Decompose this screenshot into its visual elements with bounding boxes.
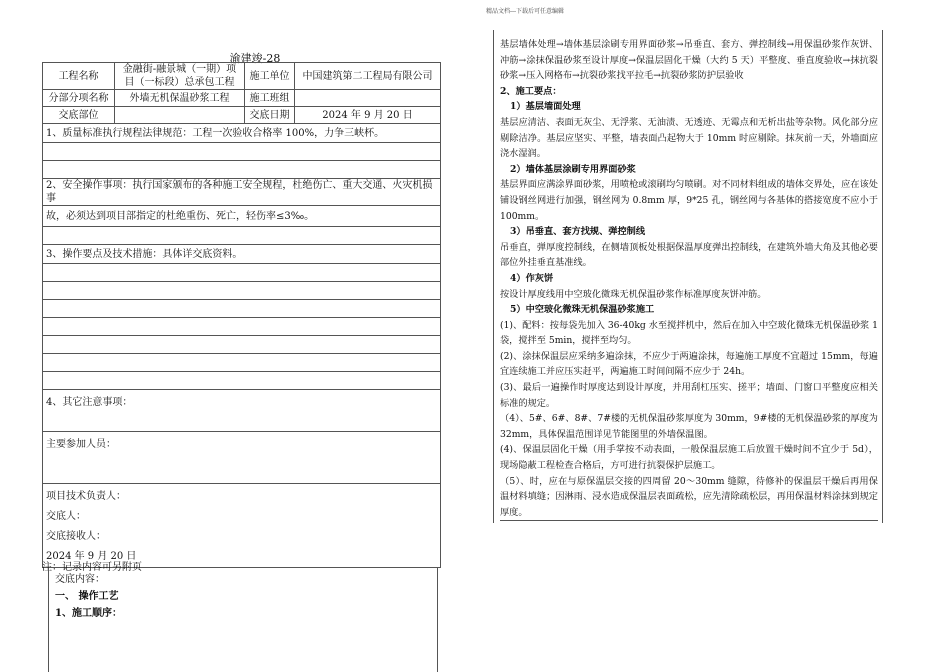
construction-sequence-heading: 1、施工顺序： bbox=[55, 608, 122, 619]
watermark-text: 精品文档---下载后可任意编辑 bbox=[485, 8, 565, 15]
sub-project-label: 分部分项名称 bbox=[43, 90, 115, 107]
operation-process-heading: 一、 操作工艺 bbox=[55, 591, 119, 602]
blank-row bbox=[43, 161, 441, 179]
sub-project-value: 外墙无机保温砂浆工程 bbox=[115, 90, 245, 107]
right-frame-top bbox=[493, 30, 883, 37]
handover-dept-label: 交底部位 bbox=[43, 107, 115, 124]
project-name-value: 金融街-融景城（一期）项目（一标段）总承包工程 bbox=[115, 63, 245, 90]
blank-row bbox=[43, 264, 441, 282]
construction-sequence-text: 基层墙体处理→墙体基层涂刷专用界面砂浆→吊垂直、套方、弹控制线→用保温砂浆作灰饼、冲筋→涂抹保温砂浆至设计厚度→保温层固化干燥（大约 5 天）平整度、垂直度验收→抹抗裂砂浆→压入网格布→抗裂砂浆找平拉毛→抗裂砂浆防护层验收 bbox=[500, 39, 878, 82]
blank-row bbox=[43, 372, 441, 390]
step5-final-pass-text: (3)、最后一遍操作时厚度达到设计厚度，并用刮杠压实、搓平；墙面、门窗口平整度应相关标准的规定。 bbox=[500, 382, 878, 409]
construction-unit-value: 中国建筑第二工程局有限公司 bbox=[295, 63, 441, 90]
footnote: 注：记录内容可另附页 bbox=[42, 562, 142, 573]
blank-row bbox=[43, 336, 441, 354]
step5-mixing-text: (1)、配料：按每袋先加入 36-40kg 水至搅拌机中，然后在加入中空玻化微珠无机保温砂浆 1 袋，搅拌至 5min，搅拌至均匀。 bbox=[500, 319, 878, 347]
handover-dept-value bbox=[115, 107, 245, 124]
step5-thickness-text: （4）、5#、6#、8#、7#楼的无机保温砂浆厚度为 30mm，9#楼的无机保温砂浆的厚度为 32mm，具体保温范围详见节能图里的外墙保温图。 bbox=[500, 413, 878, 440]
handover-date-value: 2024 年 9 月 20 日 bbox=[295, 107, 441, 124]
quality-standard-section: 1、质量标准执行规程法律规范：工程一次验收合格率 100%，力争三峡杯。 bbox=[43, 124, 441, 143]
step5-heading: 5）中空玻化微珠无机保温砂浆施工 bbox=[510, 304, 655, 316]
step5-repair-text: （5）、时，应在与原保温层交接的四周留 20～30mm 缝隙，待修补的保温层干燥后再用保温材料填缝；因淋雨、浸水造成保温层表面疏松，应先清除疏松层，再用保温材料涂抹到规定厚度。 bbox=[500, 474, 878, 522]
handover-form-table bbox=[42, 62, 441, 568]
document-code: 渝建竣-28 bbox=[229, 52, 281, 65]
handover-content-box bbox=[48, 568, 438, 672]
tech-lead-label: 项目技术负责人： bbox=[46, 491, 126, 502]
safety-section-line1: 2、安全操作事项：执行国家颁布的各种施工安全规程，杜绝伤亡、重大交通、火灾机损事 bbox=[43, 179, 441, 206]
receiver-label: 交底接收人： bbox=[46, 531, 106, 542]
step3-heading: 3）吊垂直、套方找规、弹控制线 bbox=[510, 226, 646, 238]
step3-text: 吊垂直，弹厚度控制线，在侧墙顶板处根据保温厚度弹出控制线，在建筑外墙大角及其他必要部位外挂垂直基准线。 bbox=[500, 241, 878, 269]
key-points-heading: 2、施工要点： bbox=[500, 85, 562, 97]
handover-date-label: 交底日期 bbox=[245, 107, 295, 124]
step2-text: 基层界面应满涂界面砂浆，用喷枪或滚刷均匀喷刷。对不同材料组成的墙体交界处，应在该处铺设钢丝网进行加强，钢丝网为 0.8mm 厚，9*25 孔，钢丝网与各基体的搭接宽度不应小于 100mm。 bbox=[500, 179, 878, 222]
blank-row bbox=[43, 300, 441, 318]
step4-heading: 4）作灰饼 bbox=[510, 272, 554, 284]
team-value bbox=[295, 90, 441, 107]
team-label: 施工班组 bbox=[245, 90, 295, 107]
blank-row bbox=[43, 354, 441, 372]
blank-row bbox=[43, 318, 441, 336]
step1-text: 基层应清洁、表面无灰尘、无浮浆、无油渍、无透迹、无霉点和无析出盐等杂物。风化部分应剔除洁净。基层应坚实、平整，墙表面凸起物大于 10mm 时应剔除。抹灰前一天，外墙面应浇水湿润。 bbox=[500, 116, 878, 160]
step1-heading: 1）基层墙面处理 bbox=[510, 101, 581, 113]
step5-curing-text: (4)、保温层固化干燥（用手掌按不动表面，一般保温层施工后放置干燥时间不宜少于 5d），现场隐蔽工程检查合格后，方可进行抗裂保护层施工。 bbox=[500, 444, 878, 472]
blank-row bbox=[43, 282, 441, 300]
handover-person-label: 交底人： bbox=[46, 511, 86, 522]
sign-date: 2024 年 9 月 20 日 bbox=[46, 551, 137, 562]
content-heading: 交底内容： bbox=[55, 574, 105, 585]
right-content-column bbox=[493, 37, 883, 523]
step2-heading: 2）墙体基层涂刷专用界面砂浆 bbox=[510, 163, 636, 175]
blank-row bbox=[43, 227, 441, 245]
other-notes-section: 4、其它注意事项： bbox=[43, 390, 441, 432]
blank-row bbox=[43, 143, 441, 161]
step5-layering-text: (2)、涂抹保温层应采纳多遍涂抹，不应少于两遍涂抹，每遍施工厚度不宜超过 15mm，每遍宜连续施工并应压实赶平，两遍施工时间间隔不应少于 24h。 bbox=[500, 350, 878, 378]
step4-text: 按设计厚度线用中空玻化微珠无机保温砂浆作标准厚度灰饼冲筋。 bbox=[500, 288, 767, 300]
project-name-label: 工程名称 bbox=[43, 63, 115, 90]
participants-section: 主要参加人员： bbox=[43, 432, 441, 484]
construction-unit-label: 施工单位 bbox=[245, 63, 295, 90]
signatures-section bbox=[43, 484, 441, 568]
safety-section-line2: 故，必须达到项目部指定的杜绝重伤、死亡，轻伤率≤3‰。 bbox=[43, 206, 441, 227]
operation-points-section: 3、操作要点及技术措施：具体详交底资料。 bbox=[43, 245, 441, 264]
